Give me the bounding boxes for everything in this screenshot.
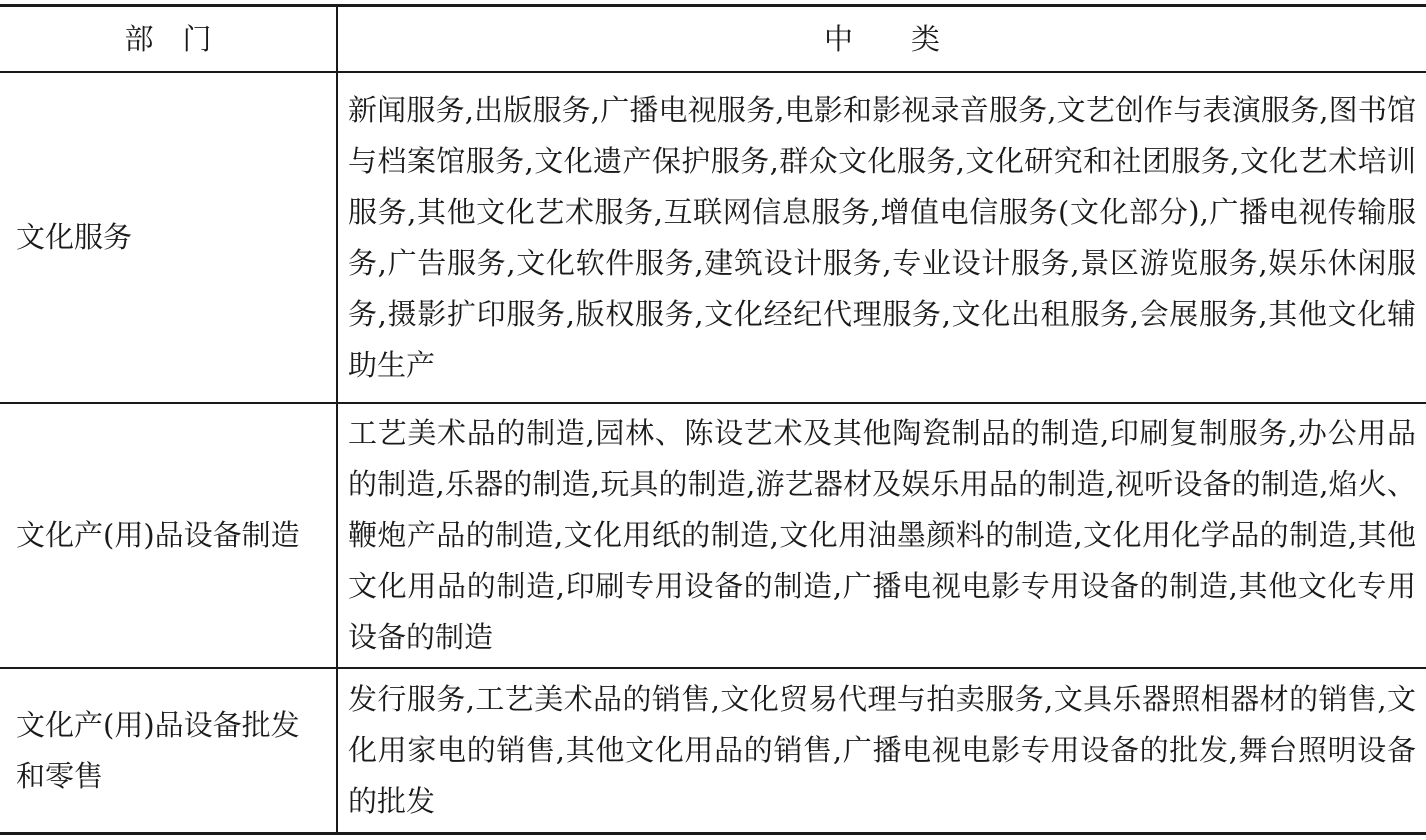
header-category (338, 7, 1426, 71)
table-row-3-categories (338, 669, 1426, 832)
category-list: 工艺美术品的制造,园林、陈设艺术及其他陶瓷制品的制造,印刷复制服务,办公用品的制造,乐器的制造,玩具的制造,游艺器材及娱乐用品的制造,视听设备的制造,焰火、鞭炮产品的制造,文化用纸的制造,文化用油墨颜料的制造,文化用化学品的制造,其他文化用品的制造,印刷专用设备的制造,广播电视电影专用设备的制造,其他文化专用设备的制造 (348, 416, 1416, 654)
header-department (0, 7, 336, 71)
table-row-1-categories (338, 73, 1426, 402)
department-label: 文化服务 (16, 220, 133, 254)
table-row-2-department (0, 404, 336, 667)
category-list: 新闻服务,出版服务,广播电视服务,电影和影视录音服务,文艺创作与表演服务,图书馆与档案馆服务,文化遗产保护服务,群众文化服务,文化研究和社团服务,文化艺术培训服务,其他文化艺术服务,互联网信息服务,增值电信服务(文化部分),广播电视传输服务,广告服务,文化软件服务,建筑设计服务,专业设计服务,景区游览服务,娱乐休闲服务,摄影扩印服务,版权服务,文化经纪代理服务,文化出租服务,会展服务,其他文化辅助生产 (348, 92, 1416, 382)
category-list: 发行服务,工艺美术品的销售,文化贸易代理与拍卖服务,文具乐器照相器材的销售,文化用家电的销售,其他文化用品的销售,广播电视电影专用设备的批发,舞台照明设备的批发 (348, 682, 1416, 818)
table-row-2-categories (338, 404, 1426, 667)
header-department-label: 部 门 (124, 21, 212, 56)
table-bottom-rule (0, 832, 1426, 835)
table-row-1-department (0, 73, 336, 402)
department-label: 文化产(用)品设备批发和零售 (16, 707, 300, 793)
department-label: 文化产(用)品设备制造 (16, 518, 300, 552)
header-category-label: 中 类 (823, 21, 940, 56)
table-row-3-department (0, 669, 336, 832)
